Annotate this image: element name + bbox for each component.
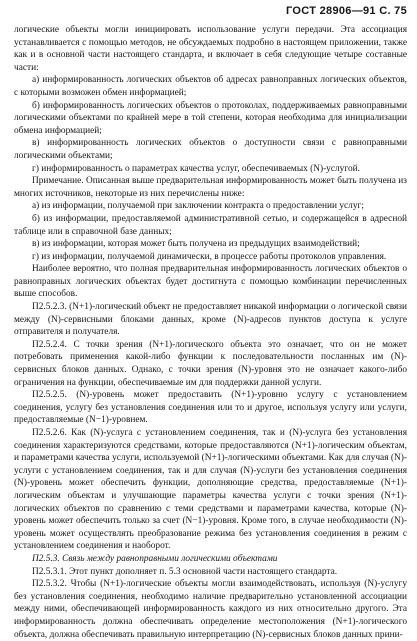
paragraph: г) информированность о параметрах качества услуг, обеспечиваемых (N)-услугой.	[32, 163, 360, 174]
paragraph: П2.5.2.3. (N+1)-логический объект не предоставляет никакой информации о логической связи между (N)-сервисными блоками данных, кроме (N)-адресов пунктов доступа к услуге отправителя и получателя.	[14, 302, 407, 338]
paragraph: П2.5.3.1. Этот пункт дополняет п. 5.3 основной части настоящего стандарта.	[32, 566, 338, 577]
paragraph: П2.5.2.5. (N)-уровень может предоставить (N+1)-уровню услугу с установлением соединения, услугу без установления соединения или то и другое, используя услугу или услуги, предоставляемые (N−1)-уровнем.	[14, 390, 407, 426]
paragraph: б) из информации, предоставляемой административной сетью, и содержащейся в адресной таблице или в справочной базе данных;	[14, 213, 407, 237]
document-body	[14, 24, 407, 641]
paragraph: Примечание. Описанная выше предварительная информированность может быть получена из многих источников, некоторые из них перечислены ниже:	[14, 176, 407, 199]
paragraph: а) информированность логических объектов об адресах равноправных логических объектов, с которыми возможен обмен информацией;	[14, 75, 407, 98]
paragraph: а) из информации, получаемой при заключении контракта о предоставлении услуг;	[32, 201, 364, 212]
paragraph: в) из информации, которая может быть получена из предыдущих взаимодействий;	[32, 239, 360, 250]
paragraph: П2.5.2.4. С точки зрения (N+1)-логического объекта это означает, что он не может потребовать применения какой-либо функции к последовательности посланных им (N)-сервисных блоков данных. Однако, с точки зрения (N)-уровня это не означает какого-либо ограничения на функции, обеспечиваемые им для поддержки данной услуги.	[14, 339, 407, 388]
section-title: П2.5.3. Связь между равноправными логическими объектами	[32, 553, 278, 564]
paragraph: П2.5.3.2. Чтобы (N+1)-логические объекты могли взаимодействовать, используя (N)-услугу без установления соединения, необходимо наличие предварительно установленной ассоциации между ними, обеспечивающей информированность каждого из них относительно другого. Эта информированность должна обеспечивать определение местоположения (N+1)-логического объекта, должна обеспечивать правильную интерпретацию (N)-сервисных блоков данных прини-	[14, 579, 407, 640]
page-header: ГОСТ 28906—91 С. 75	[286, 5, 407, 17]
paragraph: г) из информации, получаемой динамически, в процессе работы протоколов управления.	[32, 251, 387, 262]
paragraph: в) информированность логических объектов о доступности связи с равноправными логическими объектами;	[14, 138, 407, 161]
paragraph: Наиболее вероятно, что полная предварительная информированность логических объектов о равноправных логических объектах будет достигнута с помощью комбинации перечисленных выше способов.	[14, 264, 407, 300]
paragraph: б) информированность логических объектов о протоколах, поддерживаемых равноправными логическими объектами по крайней мере в той степени, которая необходима для инициализации обмена информацией;	[14, 100, 407, 136]
paragraph: логические объекты могли инициировать использование услуги передачи. Эта ассоциация устанавливается с помощью методов, не обсуждаемых подробно в настоящем приложении, также как и в основной части настоящего стандарта, и включает в себя следующие четыре составные части:	[14, 25, 407, 73]
paragraph: П2.5.2.6. Как (N)-услуга с установлением соединения, так и (N)-услуга без установления соединения характеризуются средствами, которые предоставляются (N+1)-логическим объектам, и параметрами качества услуги, используемой (N+1)-логическими объектами. Как для случая (N)-услуги с установлением соединения, так и для случая (N)-услуги без установления соединения (N)-уровень может обеспечить функции, дополняющие средства, предоставляемые (N+1)-логическим объектам и улучшающие параметры качества услуги с точки зрения (N+1)-логических объектов по сравнению с теми средствами и параметрами качества, которые (N)-уровень может обеспечить только за счет (N−1)-уровня. Кроме того, в случае необходимости (N)-уровень может осуществлять преобразование режима без установления соединения в режим с установлением соединения и наоборот.	[14, 428, 407, 552]
